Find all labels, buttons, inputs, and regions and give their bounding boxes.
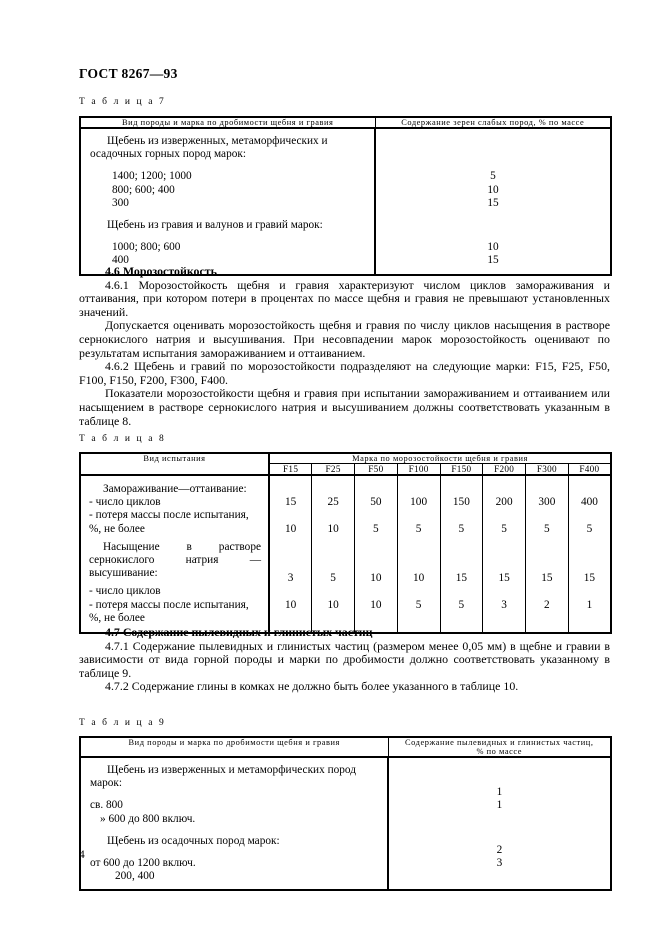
table8-b2r1-f200: 15 <box>498 572 510 585</box>
table7-g1-row1-label: 1400; 1200; 1000 <box>112 170 192 183</box>
table8-b1r2-f100: 5 <box>415 522 422 535</box>
table8-b2r2-f50: 10 <box>370 598 382 611</box>
table8-b2-row2-label: - потеря массы после испытания, %, не более <box>89 598 249 624</box>
table9-header-col2-line1: Содержание пылевидных и глинистых частиц, <box>405 738 594 747</box>
table7-g2-row2-label: 400 <box>112 254 129 267</box>
table8-block2-title: Насыщение в растворе сернокислого натрия — высушивание: <box>89 540 261 580</box>
table7-g2-row1-label: 1000; 800; 600 <box>112 241 181 254</box>
section-4-7-heading: 4.7 Содержание пылевидных и глинистых частиц <box>105 625 373 639</box>
table8-mark-f25: F25 <box>312 464 355 476</box>
table8-b2r2-f200: 3 <box>501 598 507 611</box>
table8-b1r2-f25: 10 <box>327 522 339 535</box>
table8-b1r1-f15: 15 <box>284 496 297 509</box>
para-4-6-1: 4.6.1 Морозостойкость щебня и гравия характеризуют числом циклов замораживания и оттаивания, при котором потери в процентах по массе щебня и гравия не превышают установленных значений. <box>79 277 610 319</box>
table8-b1-row1-label: - число циклов <box>89 496 161 509</box>
table8-container <box>79 452 610 634</box>
table8-b1r2-f15: 10 <box>284 522 297 535</box>
table9-header-col2-line2: % по массе <box>476 747 523 756</box>
section-4-6 <box>79 265 610 428</box>
table7-g1-row1-value: 5 <box>490 170 496 183</box>
table9-g1-row1-label: св. 800 <box>90 799 123 812</box>
table8-header-row-1 <box>80 453 611 464</box>
table8-values-f15 <box>269 475 312 633</box>
table8-b1r1-f150: 150 <box>452 496 470 509</box>
table8-mark-f200: F200 <box>483 464 526 476</box>
table8-caption: Т а б л и ц а 8 <box>79 434 166 444</box>
table8-b2r2-f100: 5 <box>415 598 422 611</box>
table8-b1r2-f50: 5 <box>373 522 379 535</box>
standard-number-header: ГОСТ 8267—93 <box>79 66 178 81</box>
para-4-6-2: 4.6.2 Щебень и гравий по морозостойкости подразделяют на следующие марки: F15, F25, F50, F100, F150, F200, F300, F400. <box>79 359 610 387</box>
table8-b2r1-f100: 10 <box>412 572 425 585</box>
table8-values-f200 <box>483 475 526 633</box>
table9-group1-title: Щебень из изверженных и метаморфических пород марок: <box>90 764 356 790</box>
table8-b2-row1-label: - число циклов <box>89 585 161 598</box>
table8-mark-f300: F300 <box>526 464 569 476</box>
table9-g1-row2-label: » 600 до 800 включ. <box>100 812 196 825</box>
table8-b1r2-f400: 5 <box>586 522 593 535</box>
table8-b2r2-f15: 10 <box>284 598 297 611</box>
table8-mark-f15: F15 <box>269 464 312 476</box>
table9-g2-row1-label: от 600 до 1200 включ. <box>90 857 196 870</box>
table8-values-f400 <box>568 475 611 633</box>
table8-values-f100 <box>397 475 440 633</box>
section-4-6-heading: 4.6 Морозостойкость <box>105 264 217 278</box>
table8-b2r1-f150: 15 <box>455 572 468 585</box>
table7-caption: Т а б л и ц а 7 <box>79 97 166 107</box>
table8-mark-f400: F400 <box>568 464 611 476</box>
para-4-6-1-b: Допускается оценивать морозостойкость щебня и гравия по числу циклов насыщения в растворе сернокислого натрия и высушивания. При несовпадении марок морозостойкость оценивают по результатам испытания замораживанием и оттаиванием. <box>79 318 610 360</box>
table8-values-f50 <box>355 475 398 633</box>
table7-header-row <box>80 117 611 128</box>
table7-header-col2: Содержание зерен слабых пород, % по массе <box>375 117 611 128</box>
table9-g2-row1-value: 2 <box>496 843 503 856</box>
table7-labels-cell <box>80 128 375 275</box>
table7-container <box>79 116 610 276</box>
table7-g2-row1-value: 10 <box>487 241 499 254</box>
table8-b2r2-f400: 1 <box>586 598 593 611</box>
table8-mark-f150: F150 <box>440 464 483 476</box>
table8-b2r2-f150: 5 <box>458 598 465 611</box>
table8-values-f300 <box>526 475 569 633</box>
table9-group2-title: Щебень из осадочных пород марок: <box>107 834 280 847</box>
table8-labels-cell <box>80 475 269 633</box>
table8-b2r1-f400: 15 <box>583 572 596 585</box>
table8-mark-f100: F100 <box>397 464 440 476</box>
table9-caption: Т а б л и ц а 9 <box>79 718 166 728</box>
table8-b1r1-f50: 50 <box>370 496 382 509</box>
table9-header-col2 <box>388 737 611 757</box>
para-4-7-1: 4.7.1 Содержание пылевидных и глинистых частиц (размером менее 0,05 мм) в щебне и гравии в зависимости от вида горной породы и марки по дробимости должно соответствовать указанному в таблице 9. <box>79 638 610 680</box>
table8-b2r1-f300: 15 <box>541 572 553 585</box>
table9-body-row <box>80 757 611 890</box>
table7-g1-row2-value: 10 <box>487 183 499 196</box>
table8-header-group: Марка по морозостойкости щебня и гравия <box>269 453 611 464</box>
table8-body-row <box>80 475 611 633</box>
table7-g1-row3-value: 15 <box>487 196 499 209</box>
table7-header-col1: Вид породы и марка по дробимости щебня и гравия <box>80 117 375 128</box>
table8-b2r2-f300: 2 <box>544 598 550 611</box>
table7-g1-row2-label: 800; 600; 400 <box>112 183 175 196</box>
table8-b1-row2-label: - потеря массы после испытания, %, не более <box>89 509 249 535</box>
table8-values-f25 <box>312 475 355 633</box>
table7-group2-title: Щебень из гравия и валунов и гравий марок: <box>107 219 323 232</box>
table9-g2-row2-value: 3 <box>496 857 503 870</box>
table8-header-col1: Вид испытания <box>80 453 269 475</box>
table8-b1r1-f25: 25 <box>327 496 339 509</box>
table8-values-f150 <box>440 475 483 633</box>
table7-values-cell <box>375 128 611 275</box>
table8-b1r1-f200: 200 <box>495 496 513 509</box>
para-4-6-2-b: Показатели морозостойкости щебня и гравия при испытании замораживанием и оттаиванием или насыщением в растворе сернокислого натрия и высушиванием должны соответствовать указанным в таблице 8. <box>79 386 610 428</box>
table9-header-row <box>80 737 611 757</box>
table9-g1-row2-value: 1 <box>496 799 503 812</box>
table7-g1-row3-label: 300 <box>112 196 129 209</box>
table8-b1r1-f400: 400 <box>580 496 598 509</box>
table8-mark-f50: F50 <box>355 464 398 476</box>
page-number: 4 <box>79 849 85 861</box>
table8-b2r1-f50: 10 <box>370 572 382 585</box>
table9-g2-row2-label: 200, 400 <box>115 870 155 883</box>
table8-b2r1-f25: 5 <box>330 572 336 585</box>
table8-b1r2-f200: 5 <box>501 522 507 535</box>
table9-header-col1: Вид породы и марка по дробимости щебня и гравия <box>80 737 388 757</box>
table9-container <box>79 736 610 891</box>
table8 <box>79 452 612 634</box>
table8-b1r2-f150: 5 <box>458 522 465 535</box>
table8-b1r2-f300: 5 <box>544 522 550 535</box>
table9 <box>79 736 612 891</box>
section-4-7 <box>79 626 610 694</box>
table8-b1r1-f100: 100 <box>410 496 428 509</box>
table7 <box>79 116 612 276</box>
table9-labels-cell <box>80 757 388 890</box>
table8-b2r1-f15: 3 <box>287 572 294 585</box>
table9-values-cell <box>388 757 611 890</box>
table7-body-row <box>80 128 611 275</box>
table7-group1-title: Щебень из изверженных, метаморфических и осадочных горных пород марок: <box>90 135 328 161</box>
table8-block1-title: Замораживание—оттаивание: <box>103 483 247 495</box>
table8-b1r1-f300: 300 <box>538 496 556 509</box>
para-4-7-2: 4.7.2 Содержание глины в комках не должно быть более указанного в таблице 10. <box>105 679 519 694</box>
table8-b2r2-f25: 10 <box>327 598 339 611</box>
table9-g1-row1-value: 1 <box>496 786 503 799</box>
table7-g2-row2-value: 15 <box>487 254 499 267</box>
